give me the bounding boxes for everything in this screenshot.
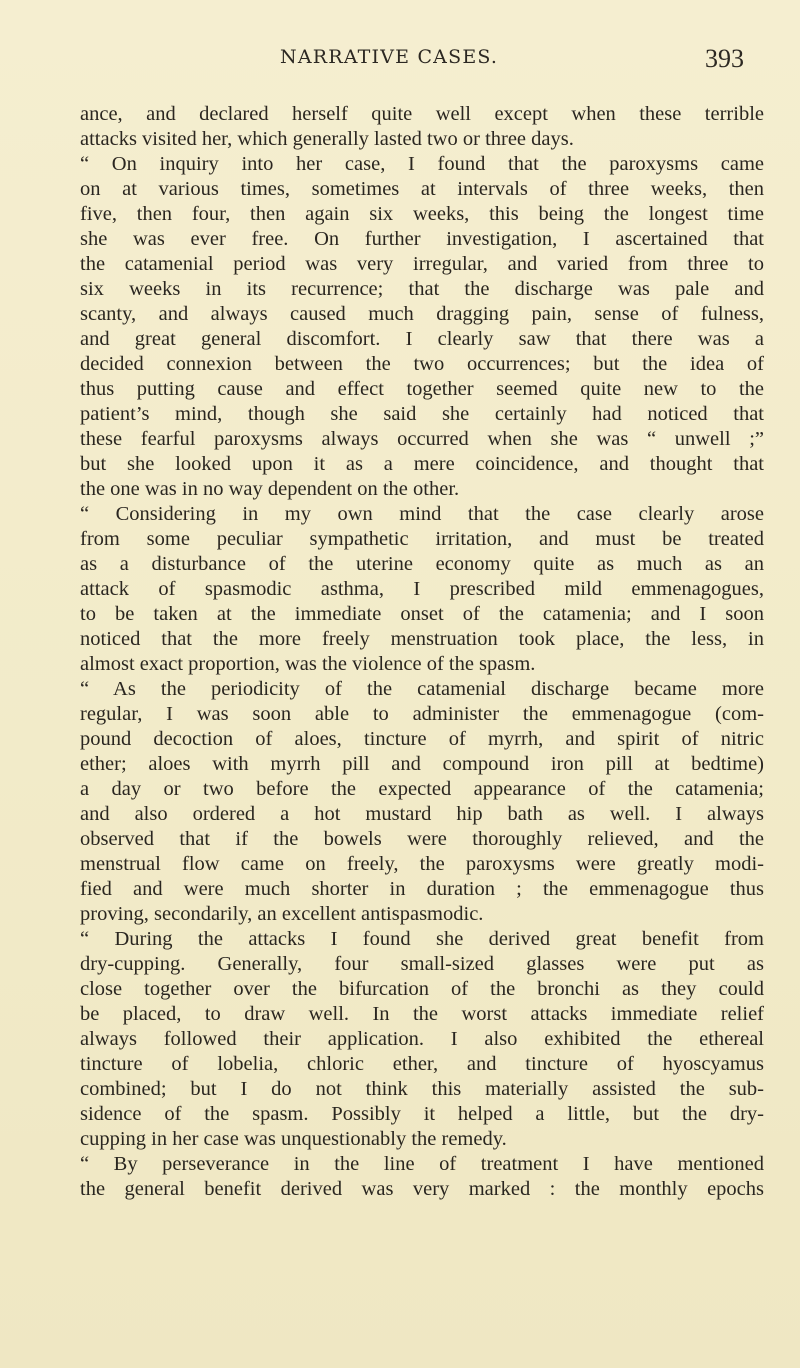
- text-line: observed that if the bowels were thoroughly relieved, and the: [80, 828, 764, 850]
- text-line: the general benefit derived was very marked : the monthly epochs: [80, 1178, 764, 1200]
- text-line: ance, and declared herself quite well except when these terrible: [80, 103, 764, 125]
- text-line: “ During the attacks I found she derived great benefit from: [80, 928, 764, 950]
- text-line: and great general discomfort. I clearly saw that there was a: [80, 328, 764, 350]
- page-number: 393: [705, 44, 744, 73]
- text-line: noticed that the more freely menstruation took place, the less, in: [80, 628, 764, 650]
- text-line: to be taken at the immediate onset of the catamenia; and I soon: [80, 603, 764, 625]
- text-line: but she looked upon it as a mere coincidence, and thought that: [80, 453, 764, 475]
- text-line: “ On inquiry into her case, I found that the paroxysms came: [80, 153, 764, 175]
- text-line: always followed their application. I also exhibited the ethereal: [80, 1028, 764, 1050]
- text-line: tincture of lobelia, chloric ether, and tincture of hyoscyamus: [80, 1053, 764, 1075]
- text-line: a day or two before the expected appearance of the catamenia;: [80, 778, 764, 800]
- text-line: regular, I was soon able to administer the emmenagogue (com-: [80, 703, 764, 725]
- text-line: sidence of the spasm. Possibly it helped a little, but the dry-: [80, 1103, 764, 1125]
- text-line: “ As the periodicity of the catamenial discharge became more: [80, 678, 764, 700]
- text-line: five, then four, then again six weeks, this being the longest time: [80, 203, 764, 225]
- running-title: NARRATIVE CASES.: [280, 46, 499, 68]
- text-line: six weeks in its recurrence; that the discharge was pale and: [80, 278, 764, 300]
- text-line: thus putting cause and effect together seemed quite new to the: [80, 378, 764, 400]
- text-line: combined; but I do not think this materially assisted the sub-: [80, 1078, 764, 1100]
- text-line: she was ever free. On further investigation, I ascertained that: [80, 228, 764, 250]
- text-line: patient’s mind, though she said she certainly had noticed that: [80, 403, 764, 425]
- text-line: “ By perseverance in the line of treatment I have mentioned: [80, 1153, 764, 1175]
- text-line: the catamenial period was very irregular, and varied from three to: [80, 253, 764, 275]
- body-text: [80, 102, 764, 1202]
- text-line: proving, secondarily, an excellent antispasmodic.: [80, 903, 484, 925]
- text-line: the one was in no way dependent on the other.: [80, 478, 460, 500]
- text-line: from some peculiar sympathetic irritation, and must be treated: [80, 528, 764, 550]
- text-line: on at various times, sometimes at intervals of three weeks, then: [80, 178, 764, 200]
- text-line: pound decoction of aloes, tincture of myrrh, and spirit of nitric: [80, 728, 764, 750]
- text-line: close together over the bifurcation of the bronchi as they could: [80, 978, 764, 1000]
- text-line: fied and were much shorter in duration ; the emmenagogue thus: [80, 878, 764, 900]
- text-line: attacks visited her, which generally lasted two or three days.: [80, 128, 574, 150]
- text-line: ether; aloes with myrrh pill and compound iron pill at bedtime): [80, 753, 764, 775]
- text-line: these fearful paroxysms always occurred when she was “ unwell ;”: [80, 428, 764, 450]
- text-line: menstrual flow came on freely, the paroxysms were greatly modi-: [80, 853, 764, 875]
- running-header: [0, 46, 800, 86]
- text-line: be placed, to draw well. In the worst attacks immediate relief: [80, 1003, 764, 1025]
- text-line: and also ordered a hot mustard hip bath as well. I always: [80, 803, 764, 825]
- text-line: cupping in her case was unquestionably the remedy.: [80, 1128, 507, 1150]
- text-line: decided connexion between the two occurrences; but the idea of: [80, 353, 764, 375]
- text-line: almost exact proportion, was the violence of the spasm.: [80, 653, 536, 675]
- text-line: scanty, and always caused much dragging pain, sense of fulness,: [80, 303, 764, 325]
- text-line: dry-cupping. Generally, four small-sized glasses were put as: [80, 953, 764, 975]
- text-line: as a disturbance of the uterine economy quite as much as an: [80, 553, 764, 575]
- text-line: “ Considering in my own mind that the case clearly arose: [80, 503, 764, 525]
- text-line: attack of spasmodic asthma, I prescribed mild emmenagogues,: [80, 578, 764, 600]
